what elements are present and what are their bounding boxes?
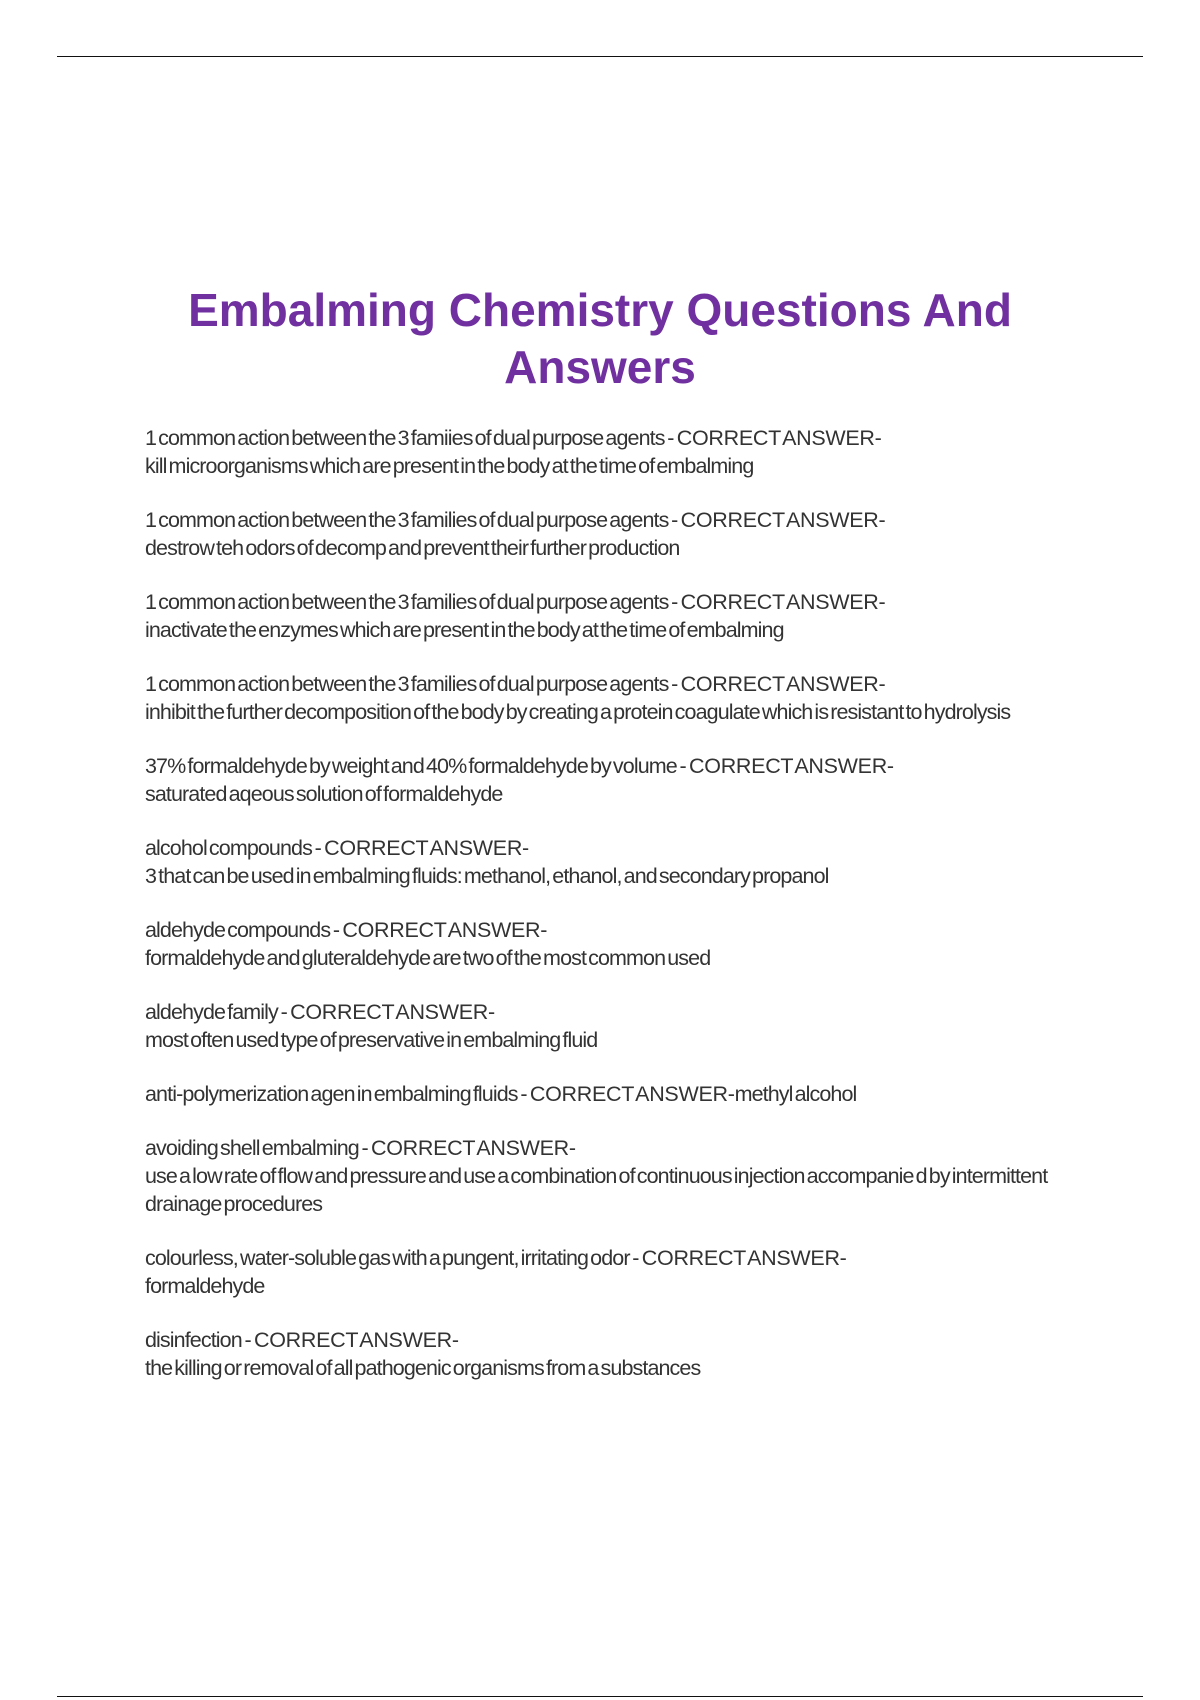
document-title: Embalming Chemistry Questions And Answers (188, 284, 1012, 393)
qa-entry (145, 1080, 1090, 1108)
answer-text: use a low rate of flow and pressure and use a combination of continuous injection accompanie d by intermittent drainage procedures (145, 1164, 1048, 1216)
question-text: anti-polymerization agen in embalming fluids (145, 1082, 518, 1106)
answer-separator: - CORRECT ANSWER- (241, 1328, 459, 1352)
qa-entry (145, 1326, 1090, 1382)
answer-separator: - CORRECT ANSWER- (668, 590, 886, 614)
footer-rule (57, 1696, 1143, 1697)
answer-separator: - CORRECT ANSWER- (517, 1082, 735, 1106)
qa-entry (145, 1244, 1090, 1300)
qa-entry (145, 506, 1090, 562)
answer-text: methyl alcohol (734, 1082, 857, 1106)
qa-entry (145, 1134, 1090, 1218)
question-text: 1 common action between the 3 famiies of dual purpose agents (145, 426, 665, 450)
answer-separator: - CORRECT ANSWER- (629, 1246, 847, 1270)
question-text: colourless, water-soluble gas with a pungent, irritating odor (145, 1246, 630, 1270)
question-text: alcohol compounds (145, 836, 312, 860)
answer-separator: - CORRECT ANSWER- (330, 918, 548, 942)
question-text: aldehyde family (145, 1000, 278, 1024)
question-text: disinfection (145, 1328, 242, 1352)
qa-entry (145, 588, 1090, 644)
qa-entry (145, 834, 1090, 890)
answer-separator: - CORRECT ANSWER- (277, 1000, 495, 1024)
answer-separator: - CORRECT ANSWER- (668, 672, 886, 696)
qa-entry (145, 424, 1090, 480)
answer-text: the killing or removal of all pathogenic organisms from a substances (145, 1356, 701, 1380)
answer-text: 3 that can be used in embalming fluids: methanol, ethanol, and secondary propanol (145, 864, 829, 888)
question-text: avoiding shell embalming (145, 1136, 359, 1160)
answer-text: inhibit the further decomposition of the body by creating a protein coagulate which is resistant to hydrolysis (145, 700, 1011, 724)
question-text: 1 common action between the 3 families of dual purpose agents (145, 508, 669, 532)
answer-separator: - CORRECT ANSWER- (668, 508, 886, 532)
answer-separator: - CORRECT ANSWER- (358, 1136, 576, 1160)
answer-text: saturated aqeous solution of formaldehyde (145, 782, 503, 806)
question-text: 1 common action between the 3 families of dual purpose agents (145, 672, 669, 696)
answer-separator: - CORRECT ANSWER- (676, 754, 894, 778)
qa-entry (145, 752, 1090, 808)
qa-entry (145, 670, 1090, 726)
answer-text: most often used type of preservative in embalming fluid (145, 1028, 598, 1052)
question-text: 1 common action between the 3 families of dual purpose agents (145, 590, 669, 614)
question-text: 37% formaldehyde by weight and 40% formaldehyde by volume (145, 754, 677, 778)
answer-separator: - CORRECT ANSWER- (311, 836, 529, 860)
answer-text: formaldehyde and gluteraldehyde are two of the most common used (145, 946, 711, 970)
answer-text: formaldehyde (145, 1274, 265, 1298)
answer-text: kill microorganisms which are present in the body at the time of embalming (145, 454, 754, 478)
qa-list (145, 424, 1090, 1408)
question-text: aldehyde compounds (145, 918, 331, 942)
qa-entry (145, 998, 1090, 1054)
answer-text: destrow teh odors of decomp and prevent their further production (145, 536, 680, 560)
answer-text: inactivate the enzymes which are present in the body at the time of embalming (145, 618, 784, 642)
qa-entry (145, 916, 1090, 972)
header-rule (57, 56, 1143, 57)
answer-separator: - CORRECT ANSWER- (664, 426, 882, 450)
